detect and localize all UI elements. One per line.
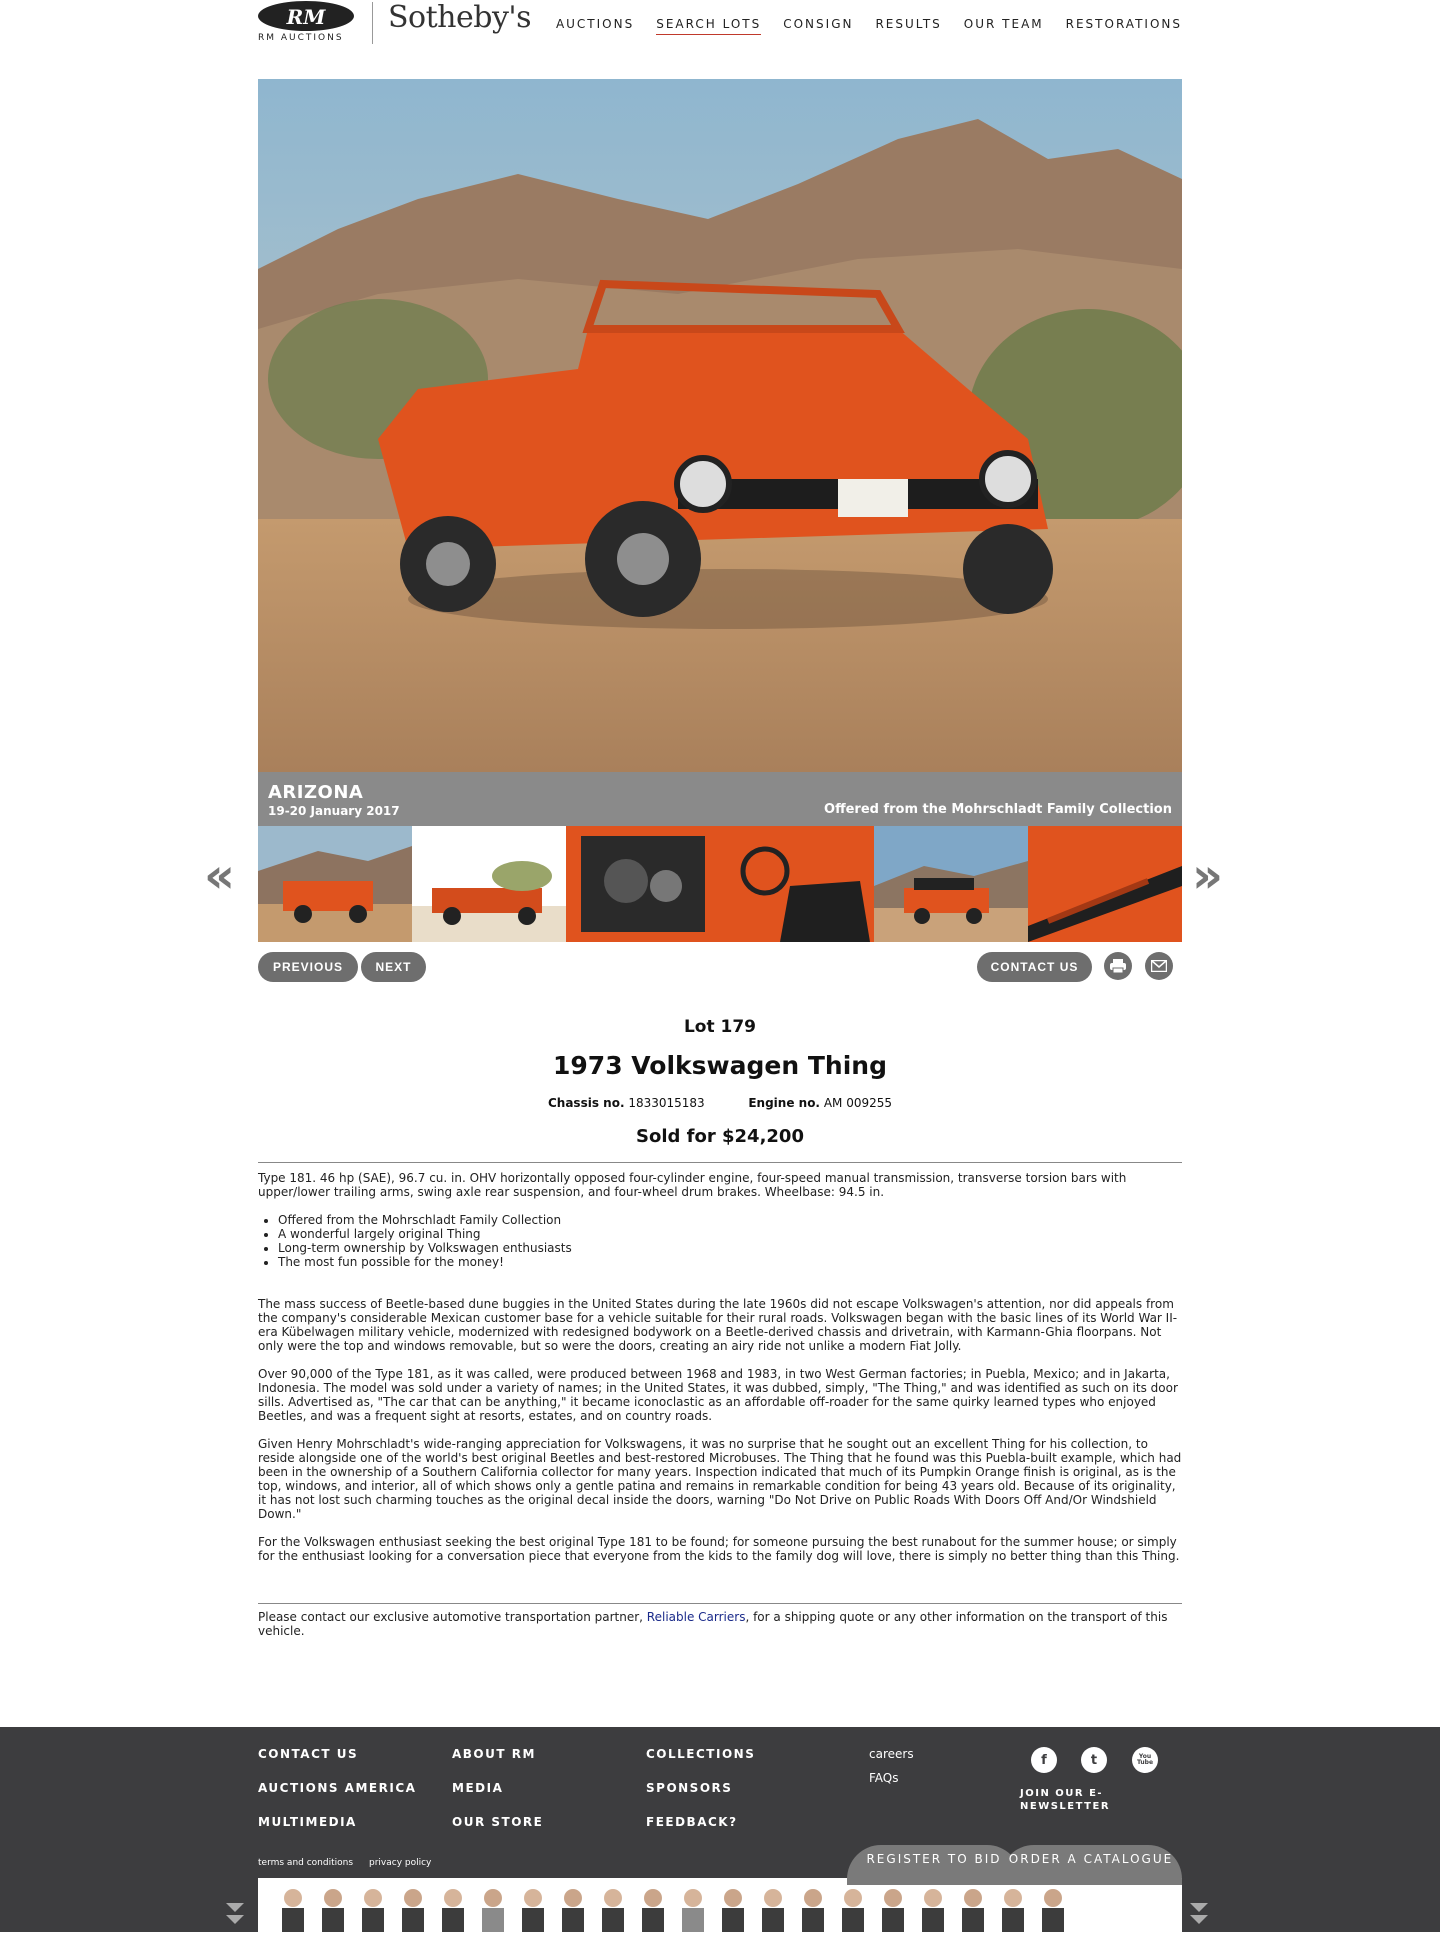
engine-label: Engine no. xyxy=(748,1096,820,1110)
divider-top xyxy=(258,1162,1182,1163)
thumbnail-3-image xyxy=(566,826,720,942)
footer-multimedia[interactable]: MULTIMEDIA xyxy=(258,1815,357,1829)
thumbs-prev-arrow[interactable]: « xyxy=(204,848,228,904)
shipping-text-after: , for a shipping quote or any other information on the transport of this vehicle. xyxy=(258,1610,1168,1638)
footer-our-store[interactable]: OUR STORE xyxy=(452,1815,544,1829)
main-nav xyxy=(556,17,1182,35)
team-strip-left-icon[interactable] xyxy=(226,1903,244,1912)
description-paragraph: For the Volkswagen enthusiast seeking the best original Type 181 to be found; for someone pursuing the best runabout for the summer house; or simply for the enthusiast looking for a conversation piece that everyone from the kids to the family dog will love, there is simply no better thing than this Thing. xyxy=(258,1535,1180,1563)
engine-number: AM 009255 xyxy=(823,1096,893,1110)
next-lot-button[interactable]: NEXT xyxy=(361,952,426,982)
thumbnail-4-image xyxy=(720,826,874,942)
lot-specs: Type 181. 46 hp (SAE), 96.7 cu. in. OHV horizontally opposed four-cylinder engine, four-speed manual transmission, transverse torsion bars with upper/lower trailing arms, swing axle rear suspension, and four-wheel drum brakes. Wheelbase: 94.5 in. xyxy=(258,1171,1127,1199)
thumbnail-strip xyxy=(258,826,1182,942)
reliable-carriers-link[interactable]: Reliable Carriers xyxy=(646,1610,746,1624)
email-button[interactable] xyxy=(1145,952,1173,980)
description-paragraph: Given Henry Mohrschladt's wide-ranging appreciation for Volkswagens, it was no surprise that he sought out an excellent Thing for his collection, to reside alongside one of the world's best original Beetles and best-restored Microbuses. The Thing that he found was this Puebla-built example, which had been in the ownership of a Southern California collector for many years. Inspection indicated that much of its Pumpkin Orange finish is original, as is the top, windows, and interior, all of which shows only a gentle patina and remains in remarkable condition for being 43 years old. Because of its originality, it has not lost such charming touches as the original decal inside the doors, warning "Do Not Drive on Public Roads With Doors Off And/Or Windshield Down." xyxy=(258,1437,1182,1521)
thumbnail-2[interactable] xyxy=(412,826,566,942)
order-catalogue-button[interactable]: ORDER A CATALOGUE xyxy=(1000,1845,1182,1885)
thumbs-next-arrow[interactable]: » xyxy=(1192,848,1216,904)
footer-sponsors[interactable]: SPONSORS xyxy=(646,1781,733,1795)
nav-consign[interactable]: CONSIGN xyxy=(783,17,854,31)
thumbnail-4[interactable] xyxy=(720,826,874,942)
team-strip-right-icon[interactable] xyxy=(1190,1903,1208,1912)
contact-us-button[interactable]: CONTACT US xyxy=(977,952,1092,982)
twitter-icon[interactable]: t xyxy=(1081,1747,1107,1773)
lot-description xyxy=(258,1171,1182,1577)
highlight-item: • The most fun possible for the money! xyxy=(278,1255,1182,1269)
vw-thing-photo xyxy=(258,79,1182,772)
auction-caption-bar xyxy=(258,772,1182,826)
rm-auctions-logo[interactable] xyxy=(258,0,358,44)
print-icon xyxy=(1110,959,1126,973)
team-strip-right-icon[interactable] xyxy=(1190,1915,1208,1924)
lot-number: Lot 179 xyxy=(683,1017,757,1037)
team-portraits xyxy=(258,1878,1182,1932)
nav-search-lots[interactable]: SEARCH LOTS xyxy=(656,17,761,35)
lot-title: 1973 Volkswagen Thing xyxy=(553,1051,887,1080)
thumbnail-6-image xyxy=(1028,826,1182,942)
auction-date: 19-20 January 2017 xyxy=(268,804,400,818)
chassis-label: Chassis no. xyxy=(547,1096,625,1110)
footer-contact-us[interactable]: CONTACT US xyxy=(258,1747,359,1761)
thumbnail-5-image xyxy=(874,826,1028,942)
nav-auctions[interactable]: AUCTIONS xyxy=(555,17,635,31)
description-paragraph: The mass success of Beetle-based dune buggies in the United States during the late 1960s did not escape Volkswagen's attention, nor did appeals from the company's considerable Mexican customer base for a vehicle suitable for their rural roads. Volkswagen began with the basic lines of its World War II-era Kübelwagen military vehicle, modernized with redesigned bodywork on a Beetle-derived chassis and drivetrain, with Karmann-Ghia floorpans. Not only were the top and windows removable, but so were the doors, creating an airy ride not unlike a modern Fiat Jolly. xyxy=(258,1297,1178,1353)
description-paragraph: Over 90,000 of the Type 181, as it was called, were produced between 1968 and 1983, in two West German factories; in Puebla, Mexico; and in Jakarta, Indonesia. The model was sold under a variety of names; in the United States, it was dubbed, simply, "The Thing," and was identified as such on its door sills. Advertised as, "The car that can be anything," it became iconoclastic as an affordable off-roader for the same quirky learned types who enjoyed Beetles, and was a frequent sight at resorts, estates, and on country roads. xyxy=(258,1367,1178,1423)
footer-auctions-america[interactable]: AUCTIONS AMERICA xyxy=(258,1781,417,1795)
footer-careers[interactable]: careers xyxy=(869,1747,914,1761)
chassis-number: 1833015183 xyxy=(628,1096,705,1110)
team-strip-left-icon[interactable] xyxy=(226,1915,244,1924)
thumbnail-3[interactable] xyxy=(566,826,720,942)
terms-link[interactable]: terms and conditions xyxy=(258,1858,354,1868)
sold-price: Sold for $24,200 xyxy=(636,1126,804,1147)
hero-photo xyxy=(258,79,1182,772)
highlight-item: • Offered from the Mohrschladt Family Collection xyxy=(278,1213,1182,1227)
nav-our-team[interactable]: OUR TEAM xyxy=(963,17,1044,31)
thumbnail-5[interactable] xyxy=(874,826,1028,942)
sothebys-logo[interactable]: Sotheby's xyxy=(388,0,532,35)
rm-logo-mark: RM xyxy=(258,1,354,31)
highlights-list xyxy=(258,1213,1182,1269)
footer-media[interactable]: MEDIA xyxy=(452,1781,504,1795)
print-button[interactable] xyxy=(1104,952,1132,980)
collection-note: Offered from the Mohrschladt Family Collection xyxy=(824,802,1172,817)
highlight-item: • A wonderful largely original Thing xyxy=(278,1227,1182,1241)
youtube-icon[interactable]: You Tube xyxy=(1132,1747,1158,1773)
logo-divider xyxy=(372,2,373,44)
register-to-bid-button[interactable]: REGISTER TO BID xyxy=(847,1845,1021,1885)
mail-icon xyxy=(1151,960,1167,972)
thumbnail-1[interactable] xyxy=(258,826,412,942)
thumbnail-1-image xyxy=(258,826,412,942)
footer-feedback[interactable]: FEEDBACK? xyxy=(646,1815,738,1829)
highlight-item: • Long-term ownership by Volkswagen enthusiasts xyxy=(278,1241,1182,1255)
site-header xyxy=(258,0,1182,50)
footer-about-rm[interactable]: ABOUT RM xyxy=(452,1747,536,1761)
previous-lot-button[interactable]: PREVIOUS xyxy=(258,952,358,982)
rm-logo-subtitle: RM AUCTIONS xyxy=(258,33,344,43)
privacy-link[interactable]: privacy policy xyxy=(369,1858,432,1868)
shipping-note xyxy=(258,1610,1182,1638)
divider-bottom xyxy=(258,1603,1182,1604)
team-photo-strip[interactable] xyxy=(258,1878,1182,1932)
footer-collections[interactable]: COLLECTIONS xyxy=(646,1747,756,1761)
newsletter-signup[interactable]: JOIN OUR E-NEWSLETTER xyxy=(1020,1788,1111,1812)
footer-faqs[interactable]: FAQs xyxy=(869,1771,899,1785)
facebook-icon[interactable]: f xyxy=(1031,1747,1057,1773)
thumbnail-6[interactable] xyxy=(1028,826,1182,942)
thumbnail-2-image xyxy=(412,826,566,942)
nav-results[interactable]: RESULTS xyxy=(875,17,942,31)
nav-restorations[interactable]: RESTORATIONS xyxy=(1065,17,1182,31)
auction-location[interactable]: ARIZONA xyxy=(268,782,364,803)
chassis-engine-line xyxy=(258,1096,1182,1110)
shipping-text-before: Please contact our exclusive automotive transportation partner, xyxy=(258,1610,647,1624)
